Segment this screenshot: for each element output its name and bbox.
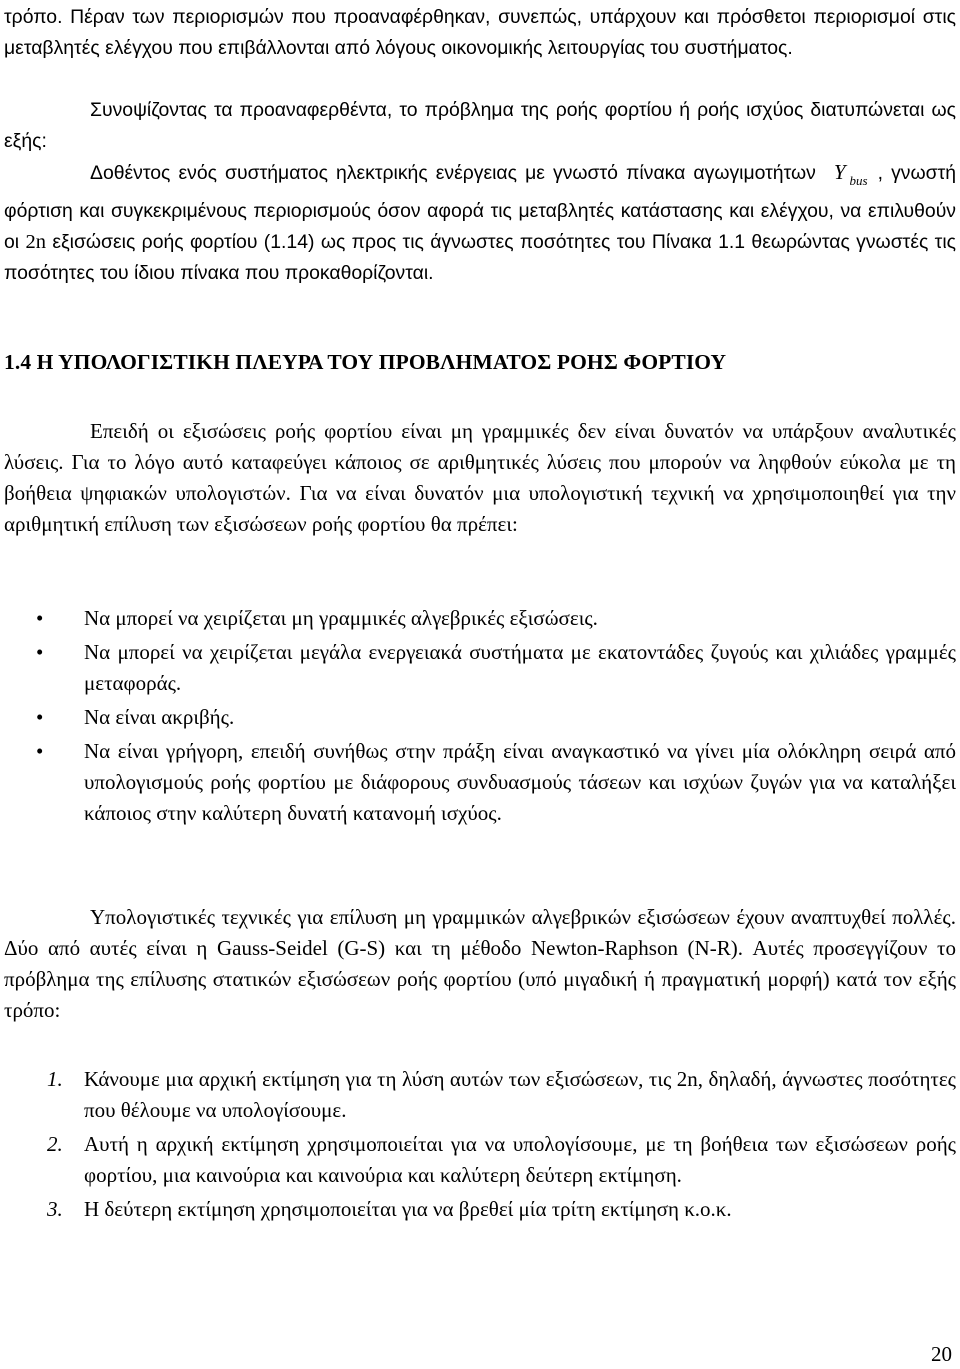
steps-list: [4, 1064, 956, 1228]
page-number: 20: [931, 1342, 952, 1366]
step-symbol: 2n: [676, 1067, 698, 1091]
admittance-matrix-symbol: Y $_{bus}$: [833, 160, 868, 188]
step-text: Η δεύτερη εκτίμηση χρησιμοποιείται για να βρεθεί μία τρίτη εκτίμηση κ.ο.κ.: [84, 1197, 732, 1221]
paragraph-text: Επειδή οι εξισώσεις ροής φορτίου είναι μη γραμμικές δεν είναι δυνατόν να υπάρξουν αναλυτικές λύσεις. Για το λόγο αυτό καταφεύγει κάποιος σε αριθμητικές λύσεις που μπορούν να ληφθούν εύκολα με τη βοήθεια ψηφιακών υπολογιστών. Για να είναι δυνατόν μια υπολογιστική τεχνική να χρησιμοποιηθεί για την αριθμητική επίλυση των εξισώσεων ροής φορτίου θα πρέπει:: [4, 419, 956, 536]
bullet-icon: •: [36, 640, 44, 664]
paragraph-methods: [4, 902, 956, 1026]
paragraph-problem-statement: [4, 157, 956, 289]
bullet-icon: •: [36, 739, 44, 763]
step-item: [4, 1129, 956, 1191]
bullet-list: [4, 603, 956, 829]
bullet-item: [4, 736, 956, 829]
bullet-item: [4, 702, 956, 733]
bullet-item: [4, 637, 956, 699]
numbered-list: [4, 1064, 956, 1225]
paragraph-continuation: [4, 2, 956, 64]
document-page: [4, 0, 956, 1369]
text-segment: Δοθέντος ενός συστήματος ηλεκτρικής ενέργειας με γνωστό πίνακα αγωγιμοτήτων: [90, 162, 816, 184]
bullet-item: [4, 603, 956, 634]
bullet-icon: •: [36, 705, 44, 729]
step-number: 1.: [47, 1067, 63, 1091]
step-text: Αυτή η αρχική εκτίμηση χρησιμοποιείται για να υπολογίσουμε, με τη βοήθεια των εξισώσεων ροής φορτίου, μια καινούρια και καινούρια και καλύτερη δεύτερη εκτίμηση.: [84, 1132, 956, 1187]
bullet-text: Να μπορεί να χειρίζεται μη γραμμικές αλγεβρικές εξισώσεις.: [84, 606, 598, 630]
step-item: [4, 1194, 956, 1225]
step-text-tail: , δηλαδή, άγνωστες ποσότητες που θέλουμε να υπολογίσουμε.: [84, 1067, 957, 1122]
requirements-list: [4, 603, 956, 832]
bullet-text: Να μπορεί να χειρίζεται μεγάλα ενεργειακά συστήματα με εκατοντάδες ζυγούς και χιλιάδες γραμμές μεταφοράς.: [84, 640, 956, 695]
paragraph-text: τρόπο. Πέραν των περιορισμών που προαναφέρθηκαν, συνεπώς, υπάρχουν και πρόσθετοι περιορισμοί στις μεταβλητές ελέγχου που επιβάλλονται από λόγους οικονομικής λειτουργίας του συστήματος.: [4, 6, 956, 59]
bullet-text: Να είναι γρήγορη, επειδή συνήθως στην πράξη είναι αναγκαστικό να γίνει μία ολόκληρη σειρά από υπολογισμούς ροής φορτίου με διάφορους συνδυασμούς τάσεων και ισχύων ζυγών για να καταλήξει κάποιος στην καλύτερη δυνατή κατανομή ισχύος.: [84, 739, 956, 825]
paragraph-summary: [4, 95, 956, 157]
step-number: 3.: [47, 1197, 63, 1221]
text-segment: , γνωστή φόρτιση και συγκεκριμένους περιορισμούς όσον αφορά τις μεταβλητές κατάστασης και ελέγχου, να επιλυθούν οι: [4, 162, 957, 253]
step-text: Κάνουμε μια αρχική εκτίμηση για τη λύση αυτών των εξισώσεων, τις: [84, 1067, 672, 1091]
paragraph-text: Υπολογιστικές τεχνικές για επίλυση μη γραμμικών αλγεβρικών εξισώσεων έχουν αναπτυχθεί πολλές. Δύο από αυτές είναι η Gauss-Seidel (G-S) και τη μέθοδο Newton-Raphson (N-R). Αυτές προσεγγίζουν το πρόβλημα της επίλυσης στατικών εξισώσεων ροής φορτίου (υπό μιγαδική ή πραγματική μορφή) κατά τον εξής τρόπο:: [4, 905, 956, 1022]
bullet-text: Να είναι ακριβής.: [84, 705, 235, 729]
paragraph-text: [4, 157, 956, 289]
section-heading: 1.4 Η ΥΠΟΛΟΓΙΣΤΙΚΗ ΠΛΕΥΡΑ ΤΟΥ ΠΡΟΒΛΗΜΑΤΟΣ ΡΟΗΣ ΦΟΡΤΙΟΥ: [4, 350, 727, 374]
equations-count: 2n: [25, 231, 46, 253]
bullet-icon: •: [36, 606, 44, 630]
step-item: [4, 1064, 956, 1126]
text-segment: εξισώσεις ροής φορτίου (1.14) ως προς τις άγνωστες ποσότητες του Πίνακα 1.1 θεωρώντας γνωστές τις ποσότητες του ίδιου πίνακα που προκαθορίζονται.: [4, 231, 956, 284]
paragraph-section-intro: [4, 416, 956, 540]
step-number: 2.: [47, 1132, 63, 1156]
paragraph-text: Συνοψίζοντας τα προαναφερθέντα, το πρόβλημα της ροής φορτίου ή ροής ισχύος διατυπώνεται ως εξής:: [4, 99, 956, 152]
